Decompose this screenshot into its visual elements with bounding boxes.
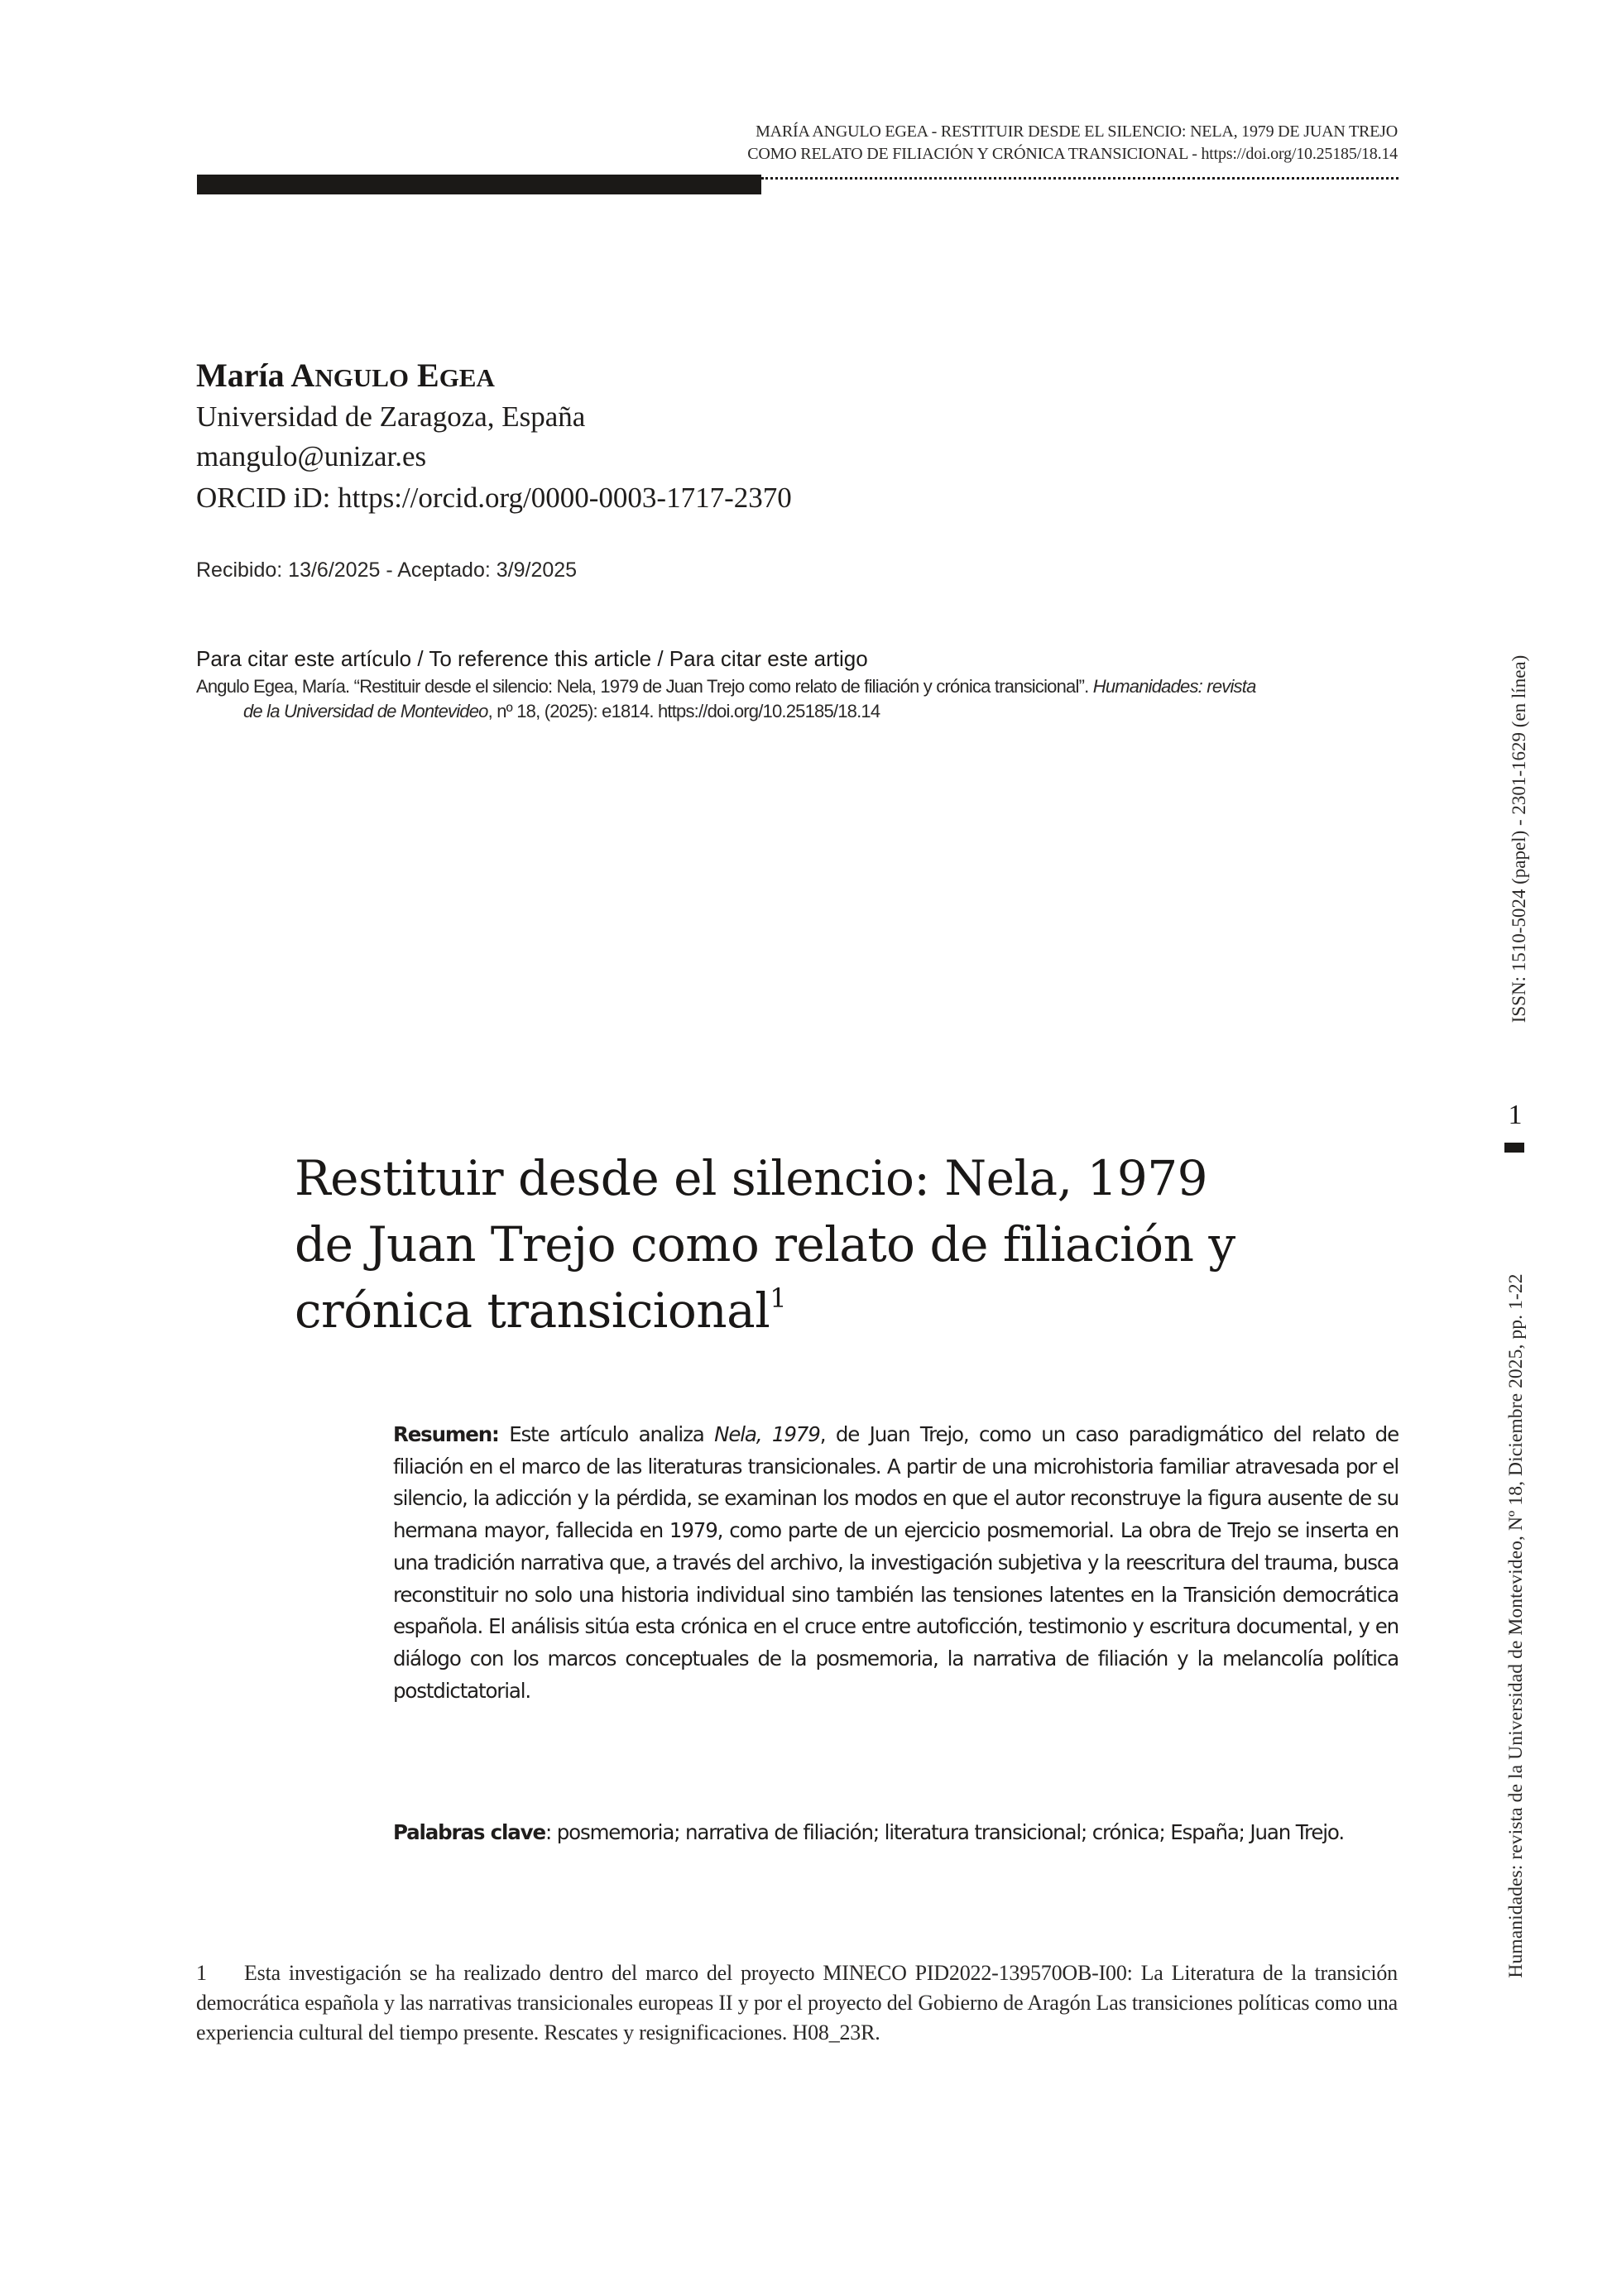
footnote-reference[interactable]: 1 [770, 1282, 787, 1314]
side-journal-info: Humanidades: revista de la Universidad de Montevideo, Nº 18, Diciembre 2025, pp. 1-22 [1505, 1273, 1527, 1978]
header-dotted-rule [761, 177, 1399, 180]
author-orcid[interactable]: ORCID iD: https://orcid.org/0000-0003-1717-2370 [196, 482, 792, 514]
footnote: 1 Esta investigación se ha realizado dentro del marco del proyecto MINECO PID2022-139570OB-I00: La Literatura de la transición democrática española y las narrativas transicionales europeas II y por el proyecto del Gobierno de Aragón Las transiciones políticas como una experiencia cultural del tiempo presente. Rescates y resignificaciones. H08_23R. [196, 1958, 1398, 2048]
page-number: 1 [1508, 1100, 1523, 1130]
abstract: Resumen: Este artículo analiza Nela, 1979, de Juan Trejo, como un caso paradigmático del relato de filiación en el marco de las literaturas transicionales. A partir de una microhistoria familiar atravesada por el silencio, la adicción y la pérdida, se examinan los modos en que el autor reconstruye la figura ausente de su hermana mayor, fallecida en 1979, como parte de un ejercicio posmemorial. La obra de Trejo se inserta en una tradición narrativa que, a través del archivo, la investigación subjetiva y la reescritura del trauma, busca reconstituir no solo una historia individual sino también las tensiones latentes en la Transición democrática española. El análisis sitúa esta crónica en el cruce entre autoficción, testimonio y escritura documental, y en diálogo con los marcos conceptuales de la posmemoria, la narrativa de filiación y la melancolía política postdictatorial. [393, 1422, 1399, 1703]
header-black-bar [197, 175, 761, 194]
citation-text: Angulo Egea, María. “Restituir desde el silencio: Nela, 1979 de Juan Trejo como relato de filiación y crónica transicional”. Humanidades: revista de la Universidad de Montevideo, nº 18, (2025): e1814. https://doi.org/10.25185/18.14 [196, 676, 1256, 721]
received-accepted-dates: Recibido: 13/6/2025 - Aceptado: 3/9/2025 [196, 558, 578, 582]
citation-doi[interactable]: , nº 18, (2025): e1814. https://doi.org/10.25185/18.14 [487, 701, 880, 721]
keywords-label: Palabras clave [393, 1820, 545, 1844]
footnote-number: 1 [196, 1961, 207, 1985]
running-header-line-2: COMO RELATO DE FILIACIÓN Y CRÓNICA TRANSICIONAL - https://doi.org/10.25185/18.14 [747, 145, 1398, 163]
citation-heading: Para citar este artículo / To reference this article / Para citar este artigo [196, 646, 868, 671]
author-affiliation: Universidad de Zaragoza, España [196, 400, 586, 433]
author-name: María ANGULO EGEA [196, 357, 495, 394]
author-email[interactable]: mangulo@unizar.es [196, 440, 427, 472]
abstract-label: Resumen: [393, 1422, 499, 1446]
running-header-line-1: MARÍA ANGULO EGEA - RESTITUIR DESDE EL SILENCIO: NELA, 1979 DE JUAN TREJO [756, 122, 1398, 141]
side-issn: ISSN: 1510-5024 (papel) - 2301-1629 (en línea) [1509, 654, 1529, 1023]
page-number-bar [1504, 1143, 1524, 1153]
running-header [497, 121, 1398, 165]
keywords: Palabras clave: posmemoria; narrativa de filiación; literatura transicional; crónica; España; Juan Trejo. [393, 1820, 1344, 1844]
article-title: Restituir desde el silencio: Nela, 1979 de Juan Trejo como relato de filiación y crónica transicional$^1$ [295, 1150, 1235, 1339]
